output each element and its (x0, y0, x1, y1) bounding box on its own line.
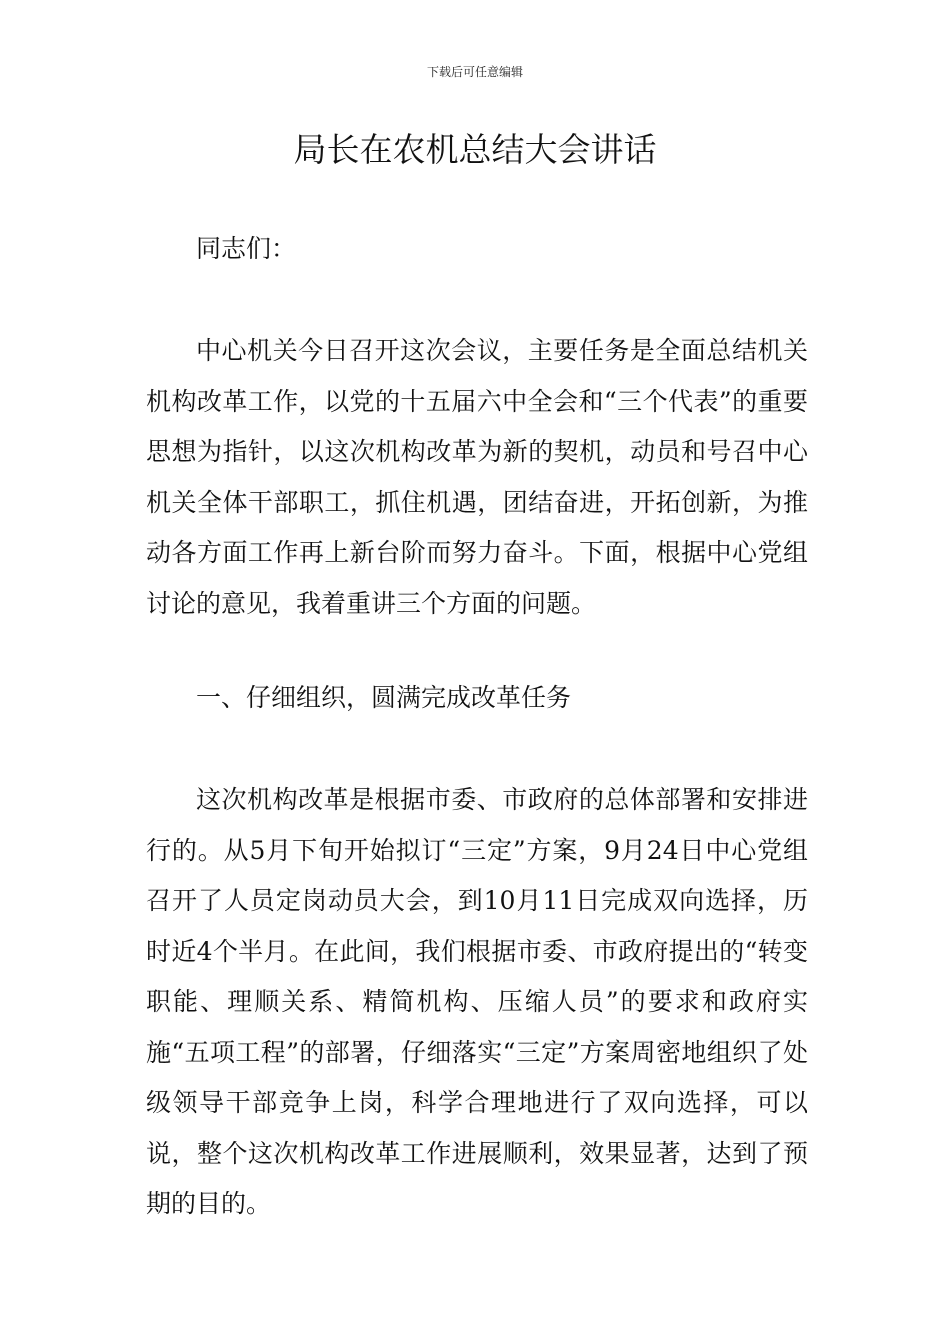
salutation: 同志们： (196, 234, 297, 263)
document-title: 局长在农机总结大会讲话 (293, 130, 657, 169)
header-note: 下载后可任意编辑 (426, 65, 523, 79)
section-heading-1: 一、仔细组织，圆满完成改革任务 (196, 683, 572, 712)
paragraph-reform-progress: 这次机构改革是根据市委、市政府的总体部署和安排进行的。从5月下旬开始拟订“三定”方案，9月24日中心党组召开了人员定岗动员大会，到10月11日完成双向选择，历时近4个半月。在此间，我们根据市委、市政府提出的“转变职能、理顺关系、精简机构、压缩人员”的要求和政府实施“五项工程”的部署，仔细落实“三定”方案周密地组织了处级领导干部竞争上岗，科学合理地进行了双向选择，可以说，整个这次机构改革工作进展顺利，效果显著，达到了预期的目的。 (146, 785, 808, 1218)
paragraph-intro: 中心机关今日召开这次会议，主要任务是全面总结机关机构改革工作，以党的十五届六中全会和“三个代表”的重要思想为指针，以这次机构改革为新的契机，动员和号召中心机关全体干部职工，抓住机遇，团结奋进，开拓创新，为推动各方面工作再上新台阶而努力奋斗。下面，根据中心党组讨论的意见，我着重讲三个方面的问题。 (146, 336, 808, 618)
